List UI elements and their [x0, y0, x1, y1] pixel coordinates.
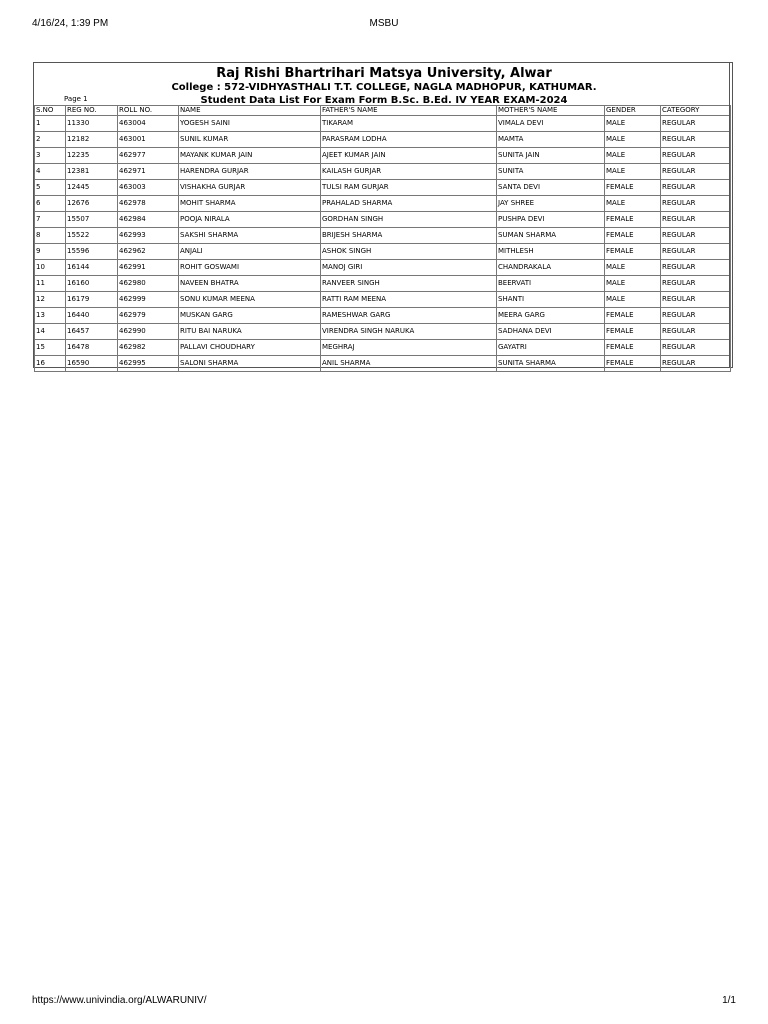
cell-category: REGULAR — [661, 132, 731, 148]
table-row — [35, 260, 731, 276]
cell-gender: MALE — [605, 276, 661, 292]
table-row — [35, 116, 731, 132]
table-row — [35, 340, 731, 356]
table-header-row — [35, 106, 731, 116]
cell-category: REGULAR — [661, 148, 731, 164]
cell-mothers-name: SUNITA — [497, 164, 605, 180]
cell-name: MOHIT SHARMA — [179, 196, 321, 212]
cell-reg-no: 16160 — [66, 276, 118, 292]
header-fathers-name: FATHER'S NAME — [321, 106, 497, 116]
print-datetime: 4/16/24, 1:39 PM — [32, 18, 109, 29]
cell-gender: MALE — [605, 116, 661, 132]
cell-sno: 2 — [35, 132, 66, 148]
cell-fathers-name: RAMESHWAR GARG — [321, 308, 497, 324]
cell-category: REGULAR — [661, 212, 731, 228]
cell-gender: MALE — [605, 260, 661, 276]
cell-fathers-name: MEGHRAJ — [321, 340, 497, 356]
header-reg-no: REG NO. — [66, 106, 118, 116]
cell-reg-no: 16144 — [66, 260, 118, 276]
cell-category: REGULAR — [661, 308, 731, 324]
cell-name: VISHAKHA GURJAR — [179, 180, 321, 196]
cell-sno: 10 — [35, 260, 66, 276]
header-roll-no: ROLL NO. — [118, 106, 179, 116]
cell-name: ROHIT GOSWAMI — [179, 260, 321, 276]
cell-fathers-name: MANOJ GIRI — [321, 260, 497, 276]
print-page-count: 1/1 — [722, 995, 736, 1006]
header-sno: S.NO — [35, 106, 66, 116]
list-title: Student Data List For Exam Form B.Sc. B.Ed. IV YEAR EXAM-2024 — [200, 95, 568, 106]
cell-fathers-name: TIKARAM — [321, 116, 497, 132]
cell-mothers-name: VIMALA DEVI — [497, 116, 605, 132]
table-row — [35, 356, 731, 372]
cell-mothers-name: SANTA DEVI — [497, 180, 605, 196]
cell-name: SAKSHI SHARMA — [179, 228, 321, 244]
cell-category: REGULAR — [661, 260, 731, 276]
cell-gender: MALE — [605, 164, 661, 180]
cell-reg-no: 15522 — [66, 228, 118, 244]
cell-fathers-name: ANIL SHARMA — [321, 356, 497, 372]
cell-reg-no: 15507 — [66, 212, 118, 228]
cell-roll-no: 462971 — [118, 164, 179, 180]
cell-mothers-name: BEERVATI — [497, 276, 605, 292]
cell-category: REGULAR — [661, 292, 731, 308]
cell-roll-no: 462990 — [118, 324, 179, 340]
print-footer-url: https://www.univindia.org/ALWARUNIV/ — [32, 995, 207, 1006]
header-name: NAME — [179, 106, 321, 116]
cell-reg-no: 12381 — [66, 164, 118, 180]
cell-sno: 7 — [35, 212, 66, 228]
cell-name: SALONI SHARMA — [179, 356, 321, 372]
table-row — [35, 276, 731, 292]
header-gender: GENDER — [605, 106, 661, 116]
cell-roll-no: 462962 — [118, 244, 179, 260]
cell-sno: 3 — [35, 148, 66, 164]
cell-reg-no: 12676 — [66, 196, 118, 212]
cell-name: SUNIL KUMAR — [179, 132, 321, 148]
cell-reg-no: 12445 — [66, 180, 118, 196]
table-row — [35, 148, 731, 164]
cell-roll-no: 462991 — [118, 260, 179, 276]
cell-gender: MALE — [605, 148, 661, 164]
cell-gender: FEMALE — [605, 228, 661, 244]
page-label: Page 1 — [64, 95, 88, 103]
header-mothers-name: MOTHER'S NAME — [497, 106, 605, 116]
table-row — [35, 228, 731, 244]
cell-category: REGULAR — [661, 116, 731, 132]
cell-name: PALLAVI CHOUDHARY — [179, 340, 321, 356]
cell-category: REGULAR — [661, 164, 731, 180]
cell-reg-no: 16440 — [66, 308, 118, 324]
cell-sno: 15 — [35, 340, 66, 356]
table-row — [35, 244, 731, 260]
student-list-document — [33, 62, 733, 368]
cell-roll-no: 462982 — [118, 340, 179, 356]
cell-roll-no: 462979 — [118, 308, 179, 324]
print-site-title: MSBU — [369, 18, 399, 29]
cell-name: NAVEEN BHATRA — [179, 276, 321, 292]
cell-fathers-name: BRIJESH SHARMA — [321, 228, 497, 244]
cell-sno: 9 — [35, 244, 66, 260]
cell-gender: FEMALE — [605, 324, 661, 340]
cell-reg-no: 12182 — [66, 132, 118, 148]
cell-gender: FEMALE — [605, 340, 661, 356]
cell-roll-no: 462977 — [118, 148, 179, 164]
cell-fathers-name: GORDHAN SINGH — [321, 212, 497, 228]
table-row — [35, 180, 731, 196]
cell-fathers-name: PARASRAM LODHA — [321, 132, 497, 148]
table-row — [35, 308, 731, 324]
cell-category: REGULAR — [661, 276, 731, 292]
cell-sno: 11 — [35, 276, 66, 292]
cell-sno: 16 — [35, 356, 66, 372]
cell-sno: 14 — [35, 324, 66, 340]
cell-category: REGULAR — [661, 228, 731, 244]
cell-sno: 4 — [35, 164, 66, 180]
cell-fathers-name: RANVEER SINGH — [321, 276, 497, 292]
cell-reg-no: 16590 — [66, 356, 118, 372]
cell-fathers-name: KAILASH GURJAR — [321, 164, 497, 180]
cell-reg-no: 16478 — [66, 340, 118, 356]
cell-roll-no: 463004 — [118, 116, 179, 132]
cell-sno: 1 — [35, 116, 66, 132]
cell-mothers-name: MITHLESH — [497, 244, 605, 260]
table-row — [35, 324, 731, 340]
cell-name: YOGESH SAINI — [179, 116, 321, 132]
cell-category: REGULAR — [661, 196, 731, 212]
cell-mothers-name: SHANTI — [497, 292, 605, 308]
college-name: College : 572-VIDHYASTHALI T.T. COLLEGE, NAGLA MADHOPUR, KATHUMAR. — [171, 82, 597, 93]
cell-category: REGULAR — [661, 324, 731, 340]
table-row — [35, 196, 731, 212]
cell-gender: FEMALE — [605, 212, 661, 228]
cell-gender: FEMALE — [605, 356, 661, 372]
cell-roll-no: 462984 — [118, 212, 179, 228]
cell-name: ANJALI — [179, 244, 321, 260]
cell-name: MUSKAN GARG — [179, 308, 321, 324]
cell-category: REGULAR — [661, 180, 731, 196]
cell-mothers-name: SUNITA SHARMA — [497, 356, 605, 372]
student-table-wrap — [34, 105, 730, 372]
cell-sno: 13 — [35, 308, 66, 324]
cell-name: HARENDRA GURJAR — [179, 164, 321, 180]
cell-mothers-name: MAMTA — [497, 132, 605, 148]
cell-name: SONU KUMAR MEENA — [179, 292, 321, 308]
cell-mothers-name: SUMAN SHARMA — [497, 228, 605, 244]
cell-reg-no: 15596 — [66, 244, 118, 260]
cell-gender: FEMALE — [605, 244, 661, 260]
cell-fathers-name: TULSI RAM GURJAR — [321, 180, 497, 196]
cell-sno: 6 — [35, 196, 66, 212]
cell-mothers-name: JAY SHREE — [497, 196, 605, 212]
cell-sno: 5 — [35, 180, 66, 196]
cell-category: REGULAR — [661, 340, 731, 356]
cell-mothers-name: SADHANA DEVI — [497, 324, 605, 340]
cell-reg-no: 12235 — [66, 148, 118, 164]
table-row — [35, 132, 731, 148]
cell-mothers-name: PUSHPA DEVI — [497, 212, 605, 228]
cell-fathers-name: ASHOK SINGH — [321, 244, 497, 260]
cell-name: RITU BAI NARUKA — [179, 324, 321, 340]
cell-fathers-name: RATTI RAM MEENA — [321, 292, 497, 308]
cell-mothers-name: SUNITA JAIN — [497, 148, 605, 164]
cell-roll-no: 462978 — [118, 196, 179, 212]
cell-roll-no: 462999 — [118, 292, 179, 308]
cell-sno: 12 — [35, 292, 66, 308]
table-row — [35, 212, 731, 228]
cell-gender: MALE — [605, 292, 661, 308]
cell-roll-no: 463001 — [118, 132, 179, 148]
cell-reg-no: 16179 — [66, 292, 118, 308]
cell-gender: FEMALE — [605, 308, 661, 324]
cell-sno: 8 — [35, 228, 66, 244]
cell-name: MAYANK KUMAR JAIN — [179, 148, 321, 164]
cell-mothers-name: GAYATRI — [497, 340, 605, 356]
cell-mothers-name: CHANDRAKALA — [497, 260, 605, 276]
cell-category: REGULAR — [661, 244, 731, 260]
cell-fathers-name: AJEET KUMAR JAIN — [321, 148, 497, 164]
cell-fathers-name: PRAHALAD SHARMA — [321, 196, 497, 212]
cell-reg-no: 11330 — [66, 116, 118, 132]
cell-gender: FEMALE — [605, 180, 661, 196]
document-title-block — [34, 67, 734, 107]
university-name: Raj Rishi Bhartrihari Matsya University, Alwar — [216, 66, 552, 81]
student-table — [34, 105, 731, 372]
cell-mothers-name: MEERA GARG — [497, 308, 605, 324]
header-category: CATEGORY — [661, 106, 731, 116]
table-row — [35, 164, 731, 180]
cell-name: POOJA NIRALA — [179, 212, 321, 228]
cell-roll-no: 462980 — [118, 276, 179, 292]
cell-gender: MALE — [605, 132, 661, 148]
cell-gender: MALE — [605, 196, 661, 212]
cell-fathers-name: VIRENDRA SINGH NARUKA — [321, 324, 497, 340]
cell-roll-no: 462995 — [118, 356, 179, 372]
cell-roll-no: 462993 — [118, 228, 179, 244]
cell-category: REGULAR — [661, 356, 731, 372]
cell-roll-no: 463003 — [118, 180, 179, 196]
cell-reg-no: 16457 — [66, 324, 118, 340]
table-row — [35, 292, 731, 308]
